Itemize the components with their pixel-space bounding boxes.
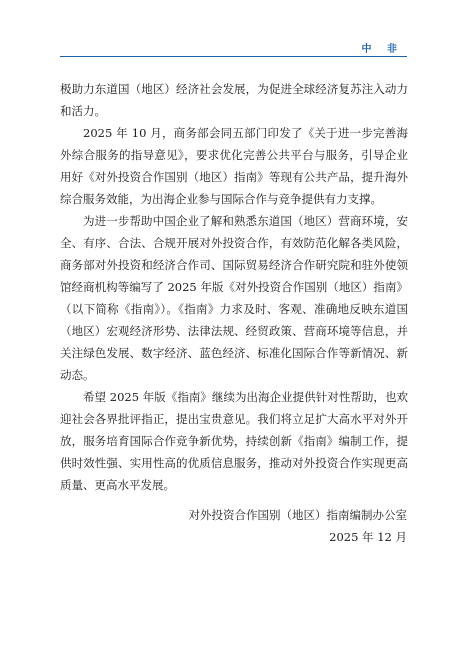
section-label: 中 非 (361, 44, 403, 55)
preface-body (60, 78, 408, 496)
signature-organization: 对外投资合作国别（地区）指南编制办公室 (188, 508, 407, 522)
signature-date: 2025 年 12 月 (329, 530, 407, 544)
page-header (60, 36, 407, 56)
paragraph-continuation: 极助力东道国（地区）经济社会发展，为促进全球经济复苏注入动力和活力。 (60, 82, 408, 118)
header-divider (60, 56, 407, 57)
paragraph: 希望 2025 年版《指南》继续为出海企业提供针对性帮助，也欢迎社会各界批评指正，提出宝贵意见。我们将立足扩大高水平对外开放，服务培育国际合作竞争新优势，持续创新《指南》编制工作，提供时效性强、实用性高的优质信息服务，推动对外投资合作实现更高质量、更高水平发展。 (60, 390, 408, 492)
paragraph: 为进一步帮助中国企业了解和熟悉东道国（地区）营商环境，安全、有序、合法、合规开展对外投资合作，有效防范化解各类风险，商务部对外投资和经济合作司、国际贸易经济合作研究院和驻外使领馆经商机构等编写了 2025 年版《对外投资合作国别（地区）指南》（以下简称《指南》）。《指南》力求及时、客观、准确地反映东道国（地区）宏观经济形势、法律法规、经贸政策、营商环境等信息，并关注绿色发展、数字经济、蓝色经济、标准化国际合作等新情况、新动态。 (60, 214, 408, 382)
paragraph: 2025 年 10 月，商务部会同五部门印发了《关于进一步完善海外综合服务的指导意见》，要求优化完善公共平台与服务，引导企业用好《对外投资合作国别（地区）指南》等现有公共产品，提升海外综合服务效能，为出海企业参与国际合作与竞争提供有力支撑。 (60, 126, 408, 206)
